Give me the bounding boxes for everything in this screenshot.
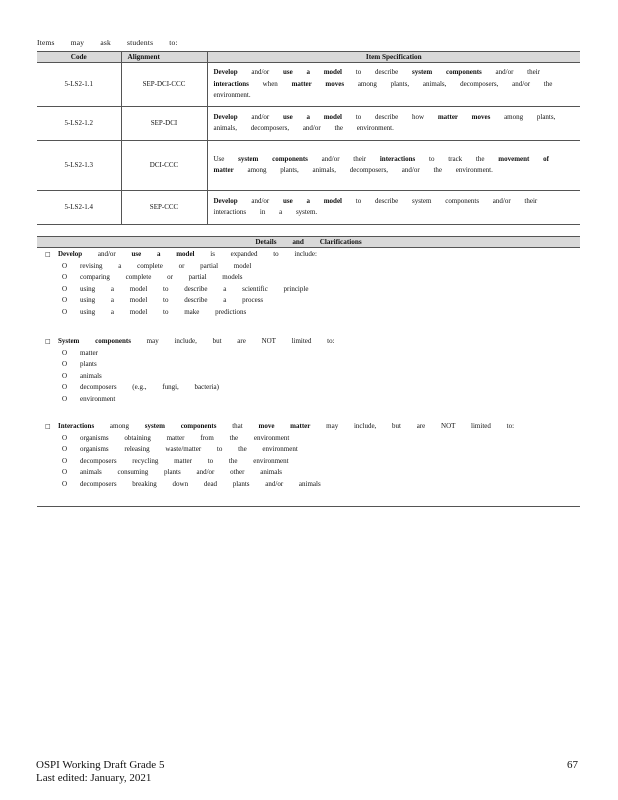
row-spec bbox=[207, 190, 580, 224]
row-alignment: SEP-CCC bbox=[121, 190, 207, 224]
text-run: among bbox=[94, 422, 145, 430]
table-row bbox=[37, 106, 580, 140]
bold-term: system components bbox=[144, 422, 217, 430]
text-run: to describe system components and/or their interactions in a system. bbox=[213, 196, 538, 216]
circle-bullet-icon: O bbox=[62, 261, 68, 270]
circle-bullet-icon: O bbox=[62, 394, 68, 403]
list-item bbox=[45, 272, 317, 284]
list-item-text: using a model to describe a scientific principle bbox=[80, 284, 309, 293]
text-run: may include, but are NOT limited to: bbox=[310, 422, 515, 430]
circle-bullet-icon: O bbox=[62, 456, 68, 465]
row-alignment: DCI-CCC bbox=[121, 140, 207, 190]
text-run: when bbox=[248, 79, 292, 88]
bold-term: matter moves bbox=[291, 79, 345, 88]
list-item-text: matter bbox=[80, 348, 98, 357]
section-divider bbox=[37, 506, 580, 507]
footer-last-edited: Last edited: January, 2021 bbox=[36, 772, 152, 784]
circle-bullet-icon: O bbox=[62, 468, 68, 477]
bold-term: Interactions bbox=[58, 422, 95, 430]
circle-bullet-icon: O bbox=[62, 284, 68, 293]
table-header-row bbox=[37, 52, 580, 63]
text-run: to describe bbox=[342, 68, 413, 76]
text-run: and/or bbox=[82, 250, 132, 258]
circle-bullet-icon: O bbox=[62, 371, 68, 380]
list-item-text: organisms obtaining matter from the environment bbox=[80, 433, 290, 442]
table-row bbox=[37, 190, 580, 224]
text-run: among plants, animals, decomposers, and/or the environment. bbox=[213, 112, 556, 132]
circle-bullet-icon: O bbox=[62, 307, 68, 316]
bold-term: use a model bbox=[131, 250, 195, 258]
list-item-text: revising a complete or partial model bbox=[80, 261, 252, 270]
bold-term: Develop bbox=[58, 250, 83, 258]
circle-bullet-icon: O bbox=[62, 360, 68, 369]
table-row bbox=[37, 63, 580, 107]
bold-term: Develop bbox=[213, 196, 238, 205]
bold-term: use a model bbox=[283, 196, 342, 205]
row-alignment: SEP-DCI-CCC bbox=[121, 63, 207, 107]
bold-term: Develop bbox=[213, 112, 238, 121]
list-item-text: decomposers recycling matter to the environment bbox=[80, 456, 289, 465]
row-code: 5-LS2-1.1 bbox=[37, 63, 121, 107]
list-item-text: animals bbox=[80, 371, 102, 380]
list-item-text: using a model to make predictions bbox=[80, 307, 247, 316]
circle-bullet-icon: O bbox=[62, 433, 68, 442]
bold-term: interactions bbox=[213, 79, 249, 88]
list-item-text: comparing complete or partial models bbox=[80, 273, 243, 282]
section-lead bbox=[45, 421, 514, 433]
circle-bullet-icon: O bbox=[62, 273, 68, 282]
header-code: Code bbox=[37, 52, 121, 63]
square-bullet-icon: □ bbox=[45, 338, 51, 345]
list-item bbox=[45, 371, 335, 383]
list-item bbox=[45, 456, 514, 468]
row-alignment: SEP-DCI bbox=[121, 106, 207, 140]
header-alignment: Alignment bbox=[121, 52, 207, 63]
circle-bullet-icon: O bbox=[62, 383, 68, 392]
row-code: 5-LS2-1.3 bbox=[37, 140, 121, 190]
row-code: 5-LS2-1.4 bbox=[37, 190, 121, 224]
text-run: and/or their bbox=[481, 68, 540, 76]
text-run: to track the bbox=[415, 154, 499, 163]
circle-bullet-icon: O bbox=[62, 445, 68, 454]
list-item bbox=[45, 295, 317, 307]
details-section-interactions bbox=[45, 421, 514, 490]
intro-text: Items may ask students to: bbox=[37, 38, 178, 47]
circle-bullet-icon: O bbox=[62, 479, 68, 488]
list-item bbox=[45, 433, 514, 445]
list-item-text: plants bbox=[80, 360, 97, 369]
list-item bbox=[45, 348, 335, 360]
row-spec bbox=[207, 106, 580, 140]
lead-text bbox=[58, 422, 514, 430]
square-bullet-icon: □ bbox=[45, 251, 51, 258]
bold-term: move matter bbox=[258, 422, 311, 430]
text-run: Use bbox=[213, 154, 239, 163]
circle-bullet-icon: O bbox=[62, 296, 68, 305]
text-run: among plants, animals, decomposers, and/or the environment. bbox=[213, 79, 553, 99]
section-lead bbox=[45, 336, 335, 348]
text-run: and/or bbox=[237, 196, 283, 205]
page-footer bbox=[36, 759, 164, 785]
list-item bbox=[45, 467, 514, 479]
bold-term: use a model bbox=[283, 112, 342, 121]
bold-term: system components bbox=[238, 154, 308, 163]
list-item-text: decomposers breaking down dead plants and/or animals bbox=[80, 479, 321, 488]
text-run: may include, but are NOT limited to: bbox=[130, 337, 335, 345]
list-item bbox=[45, 307, 317, 319]
square-bullet-icon: □ bbox=[45, 423, 51, 430]
circle-bullet-icon: O bbox=[62, 348, 68, 357]
footer-doc-title: OSPI Working Draft Grade 5 bbox=[36, 759, 165, 771]
table-row bbox=[37, 140, 580, 190]
bold-term: system components bbox=[412, 68, 482, 76]
lead-text bbox=[58, 337, 335, 345]
text-run: is expanded to include: bbox=[194, 250, 317, 258]
list-item bbox=[45, 394, 335, 406]
text-run: among plants, animals, decomposers, and/or the environment. bbox=[233, 166, 493, 174]
bold-term: interactions bbox=[379, 154, 416, 163]
row-spec bbox=[207, 140, 580, 190]
list-item-text: decomposers (e.g., fungi, bacteria) bbox=[80, 383, 219, 392]
list-item-text: environment bbox=[80, 394, 116, 403]
text-run: and/or bbox=[237, 68, 283, 76]
bold-term: movement of matter bbox=[213, 154, 549, 174]
header-item-spec: Item Specification bbox=[207, 52, 580, 63]
bold-term: Develop bbox=[213, 68, 238, 76]
bold-term: matter moves bbox=[437, 112, 491, 121]
details-section-develop bbox=[45, 249, 317, 318]
page-number: 67 bbox=[567, 759, 578, 771]
text-run: and/or their bbox=[307, 154, 380, 163]
lead-text bbox=[58, 250, 317, 258]
text-run: and/or bbox=[237, 112, 283, 121]
bold-term: System components bbox=[58, 337, 131, 345]
row-spec bbox=[207, 63, 580, 107]
text-run: to describe how bbox=[342, 112, 438, 121]
details-header: Details and Clarifications bbox=[37, 236, 580, 248]
list-item-text: using a model to describe a process bbox=[80, 296, 264, 305]
list-item bbox=[45, 444, 514, 456]
list-item bbox=[45, 284, 317, 296]
item-spec-table bbox=[37, 51, 580, 225]
details-section-system-components bbox=[45, 336, 335, 405]
list-item-text: animals consuming plants and/or other animals bbox=[80, 468, 283, 477]
section-lead bbox=[45, 249, 317, 261]
row-code: 5-LS2-1.2 bbox=[37, 106, 121, 140]
list-item bbox=[45, 359, 335, 371]
list-item bbox=[45, 261, 317, 273]
list-item bbox=[45, 382, 335, 394]
list-item-text: organisms releasing waste/matter to the environment bbox=[80, 445, 298, 454]
list-item bbox=[45, 479, 514, 491]
bold-term: use a model bbox=[283, 68, 342, 76]
text-run: that bbox=[216, 422, 259, 430]
